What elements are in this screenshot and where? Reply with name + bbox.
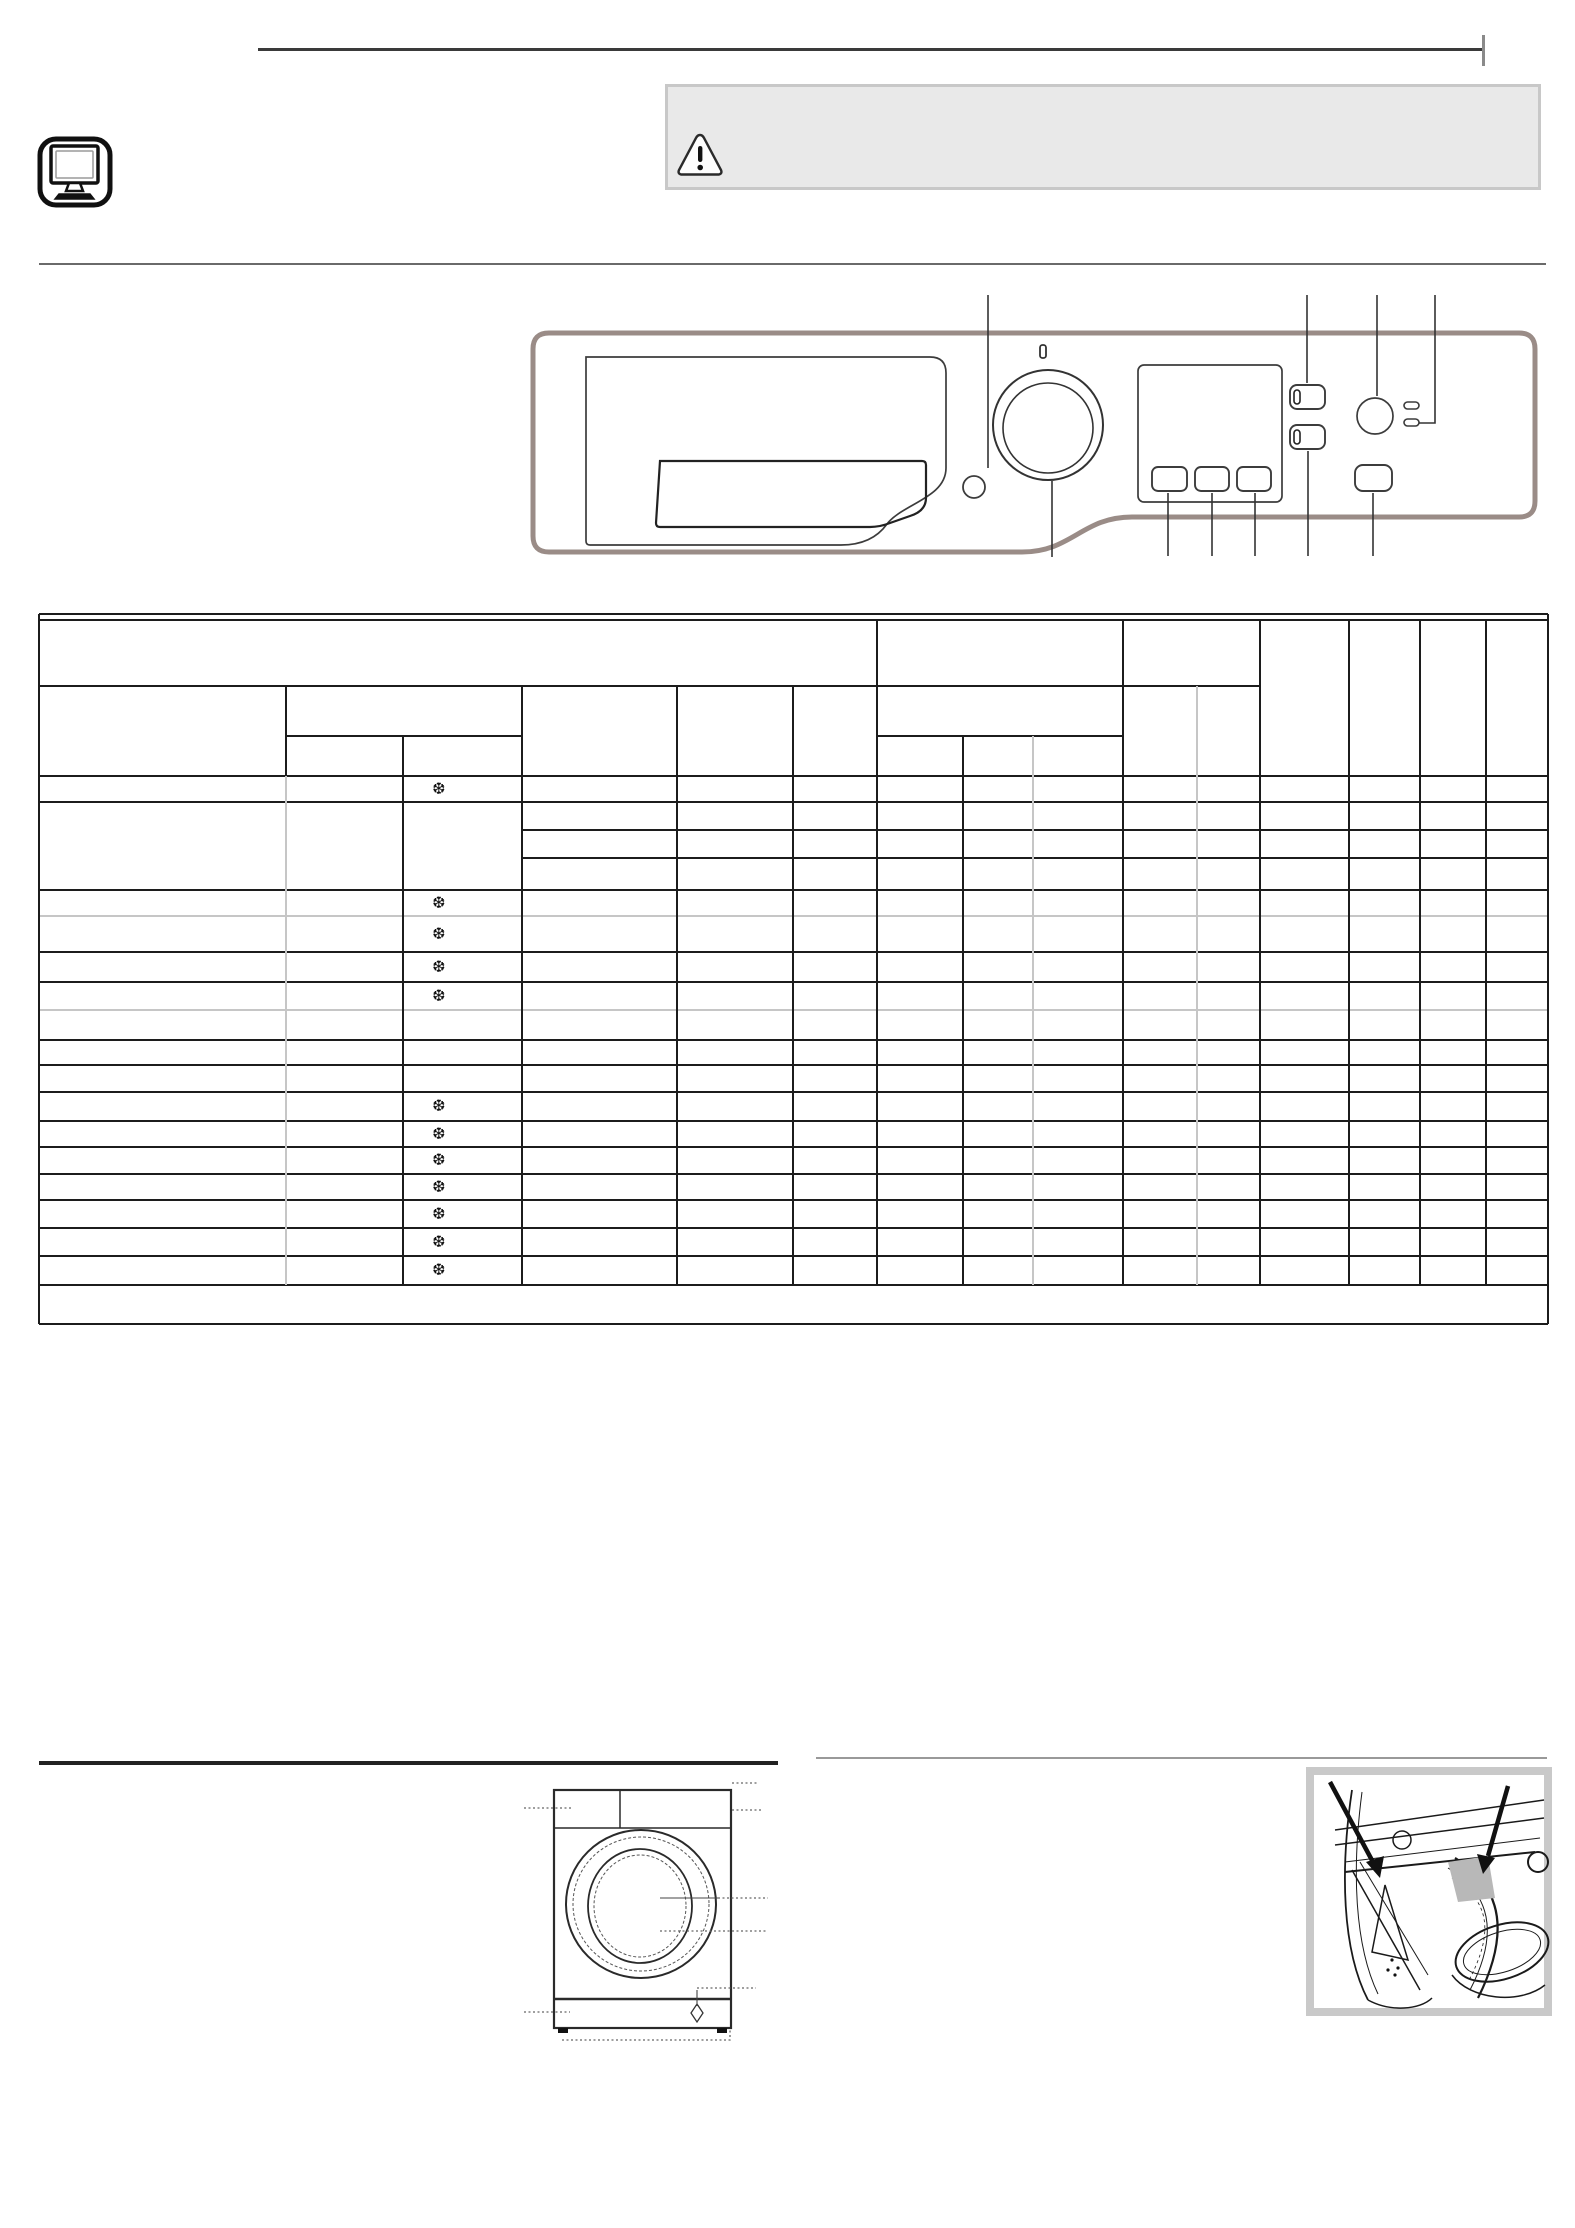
warning-triangle-icon: [674, 131, 726, 179]
cold-wash-snowflake-icon: ❆: [432, 1150, 446, 1169]
table-grid-vline: [521, 686, 522, 1285]
option-button-1: [1290, 385, 1325, 409]
foot-left: [558, 2028, 568, 2033]
cold-wash-snowflake-icon: ❆: [432, 779, 446, 798]
table-grid-hline: [39, 619, 1548, 620]
warning-exclamation: [698, 146, 702, 162]
start-pause-button: [1357, 398, 1393, 434]
cold-wash-snowflake-icon: ❆: [432, 986, 446, 1005]
cold-wash-snowflake-icon: ❆: [432, 1260, 446, 1279]
table-grid-vline: [285, 686, 286, 776]
table-grid-vline: [1259, 620, 1260, 1285]
cold-wash-snowflake-icon: ❆: [432, 1232, 446, 1251]
lock-button: [1355, 465, 1392, 491]
drain-filter-knob: [691, 2004, 703, 2022]
table-grid-hline: [39, 613, 1548, 615]
table-grid-vline: [1485, 620, 1486, 1285]
table-grid-vline: [676, 686, 677, 1285]
detergent-drawer-photo: [1305, 1766, 1555, 2016]
indicator-led-2: [1404, 419, 1419, 426]
option-button-2-led: [1294, 430, 1300, 444]
callout-line: [1419, 295, 1435, 423]
control-panel-figure: [500, 280, 1560, 570]
detergent-drawer-handle: [656, 461, 926, 527]
table-grid-hline: [39, 685, 1260, 686]
table-grid-vline: [962, 736, 963, 1285]
panel-outline: [533, 333, 1535, 552]
table-grid-vline: [1547, 614, 1549, 1324]
table-grid-vline: [285, 776, 287, 1285]
option-button-2: [1290, 425, 1325, 449]
display-button-1: [1152, 467, 1187, 491]
table-grid-vline: [1348, 620, 1349, 1285]
table-grid-hline: [39, 1323, 1548, 1325]
cold-wash-snowflake-icon: ❆: [432, 1124, 446, 1143]
table-grid-vline: [1196, 686, 1198, 1285]
table-grid-vline: [38, 614, 40, 1324]
on-off-button: [963, 476, 985, 498]
washing-machine-figure: [515, 1765, 795, 2060]
program-table: [39, 614, 1548, 1324]
cold-wash-snowflake-icon: ❆: [432, 893, 446, 912]
indicator-led-1: [1404, 402, 1419, 409]
monitor-base: [55, 194, 94, 199]
description-section-rule: [39, 1761, 778, 1765]
door-glass: [588, 1849, 692, 1963]
machine-body: [554, 1790, 731, 2028]
cold-wash-snowflake-icon: ❆: [432, 957, 446, 976]
knob-position-marker: [1040, 345, 1046, 358]
door-glass-inner: [594, 1855, 686, 1957]
cold-wash-snowflake-icon: ❆: [432, 1177, 446, 1196]
display-button-3: [1237, 467, 1271, 491]
table-grid-vline: [1122, 620, 1123, 1285]
table-grid-vline: [792, 686, 793, 1285]
title-rule-tick: [1482, 35, 1485, 66]
crt-monitor-icon: [36, 135, 114, 209]
section-divider: [39, 263, 1546, 265]
table-grid-hline: [286, 735, 522, 736]
display-button-2: [1195, 467, 1229, 491]
program-knob-outer: [993, 370, 1103, 480]
table-grid-vline: [402, 736, 403, 1285]
display: [1138, 365, 1282, 502]
detergent-drawer-outline: [586, 357, 946, 545]
table-grid-vline: [876, 620, 877, 1285]
door-outer-ring-2: [573, 1837, 709, 1971]
cold-wash-snowflake-icon: ❆: [432, 924, 446, 943]
dotted-leader-line: [562, 2028, 730, 2040]
table-grid-hline: [877, 735, 1123, 736]
table-grid-vline: [1419, 620, 1420, 1285]
title-rule: [258, 48, 1483, 51]
cold-wash-snowflake-icon: ❆: [432, 1096, 446, 1115]
table-grid-vline: [1032, 736, 1034, 1285]
warning-box: [665, 84, 1541, 190]
monitor-stand: [66, 183, 83, 191]
program-knob-inner: [1003, 383, 1093, 473]
option-button-1-led: [1294, 390, 1300, 404]
foot-right: [717, 2028, 727, 2033]
cold-wash-snowflake-icon: ❆: [432, 1204, 446, 1223]
maintenance-section-rule: [816, 1757, 1547, 1759]
